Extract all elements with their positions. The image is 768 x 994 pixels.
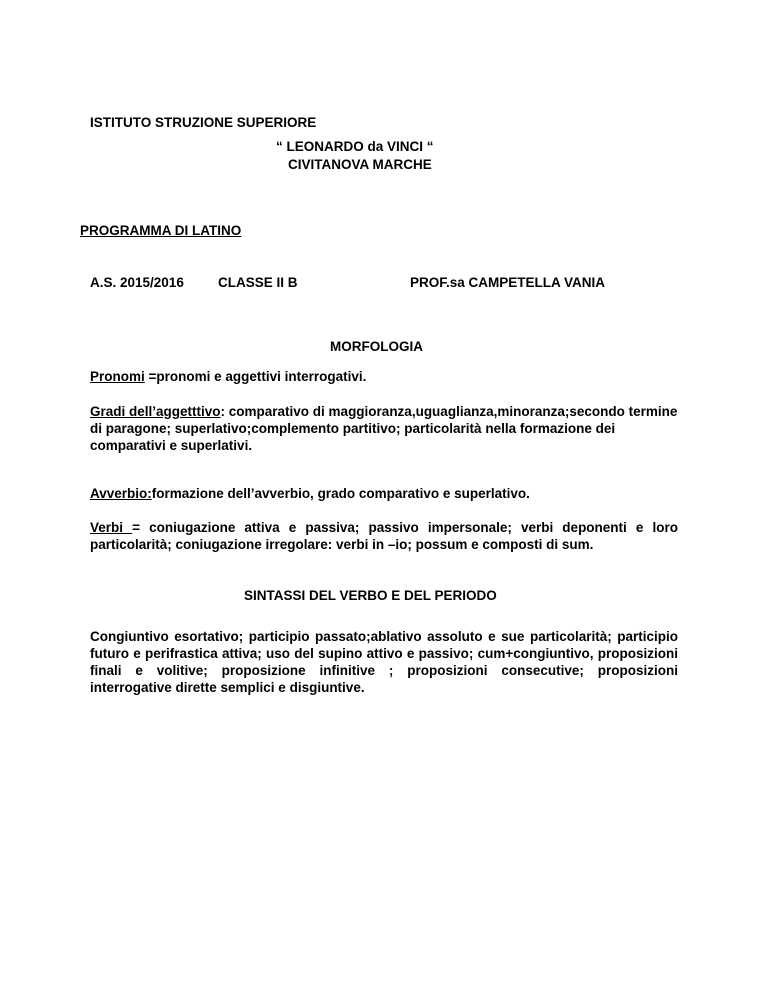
program-title: PROGRAMMA DI LATINO xyxy=(80,223,242,238)
verbi-term: Verbi xyxy=(90,520,133,535)
gradi-term: Gradi dell’aggetttivo xyxy=(90,404,221,419)
class-label: CLASSE II B xyxy=(218,275,298,290)
verbi-paragraph xyxy=(90,519,678,553)
verbi-text: = coniugazione attiva e passiva; passivo impersonale; verbi deponenti e loro particolarità; coniugazione irregolare: verbi in –io; possum e composti di sum. xyxy=(90,520,678,552)
gradi-paragraph xyxy=(90,403,678,454)
school-subtitle-name: “ LEONARDO da VINCI “ xyxy=(276,139,434,154)
morphology-heading: MORFOLOGIA xyxy=(330,339,423,354)
teacher-name: PROF.sa CAMPETELLA VANIA xyxy=(410,275,606,290)
school-subtitle-city: CIVITANOVA MARCHE xyxy=(288,157,432,172)
avverbio-text: formazione dell’avverbio, grado comparativo e superlativo. xyxy=(151,486,530,501)
school-name: ISTITUTO STRUZIONE SUPERIORE xyxy=(90,115,317,130)
school-year: A.S. 2015/2016 xyxy=(90,275,184,290)
avverbio-paragraph xyxy=(90,485,678,502)
pronomi-term: Pronomi xyxy=(90,369,145,384)
avverbio-term: Avverbio: xyxy=(90,486,152,501)
syntax-paragraph: Congiuntivo esortativo; participio passato;ablativo assoluto e sue particolarità; participio futuro e perifrastica attiva; uso del supino attivo e passivo; cum+congiuntivo, proposizioni finali e volitive; proposizione infinitive ; proposizioni consecutive; proposizioni interrogative dirette semplici e disgiuntive. xyxy=(90,629,678,695)
pronomi-text: =pronomi e aggettivi interrogativi. xyxy=(144,369,367,384)
syntax-heading: SINTASSI DEL VERBO E DEL PERIODO xyxy=(244,588,497,603)
gradi-text: : comparativo di maggioranza,uguaglianza,minoranza;secondo termine di paragone; superlativo;complemento partitivo; particolarità nella formazione dei comparativi e superlativi. xyxy=(90,404,678,453)
pronomi-paragraph xyxy=(90,368,678,385)
